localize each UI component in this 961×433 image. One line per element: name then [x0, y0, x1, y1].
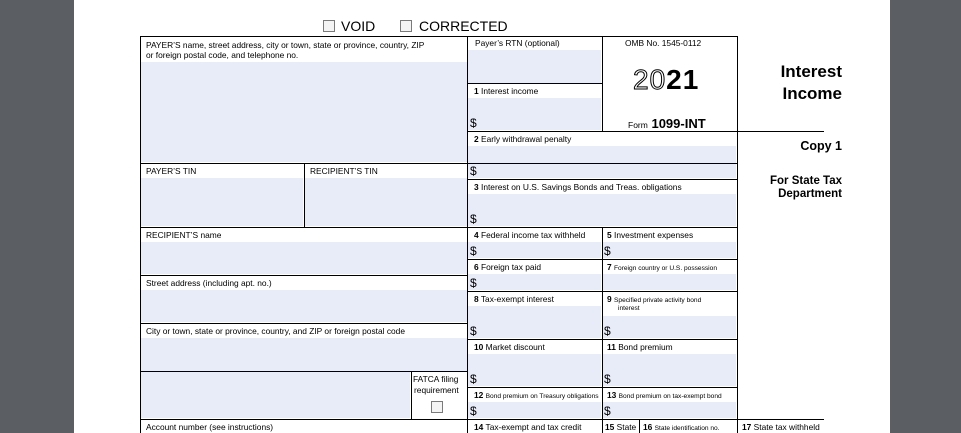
box10-label: 10 Market discount	[474, 342, 545, 352]
box10-field[interactable]	[468, 354, 601, 386]
box8-label: 8 Tax-exempt interest	[474, 294, 554, 304]
box11-label: 11 Bond premium	[607, 342, 673, 352]
recipient-tin-label: RECIPIENT’S TIN	[310, 166, 378, 176]
box5-dollar: $	[604, 244, 611, 258]
copy-label: Copy 1	[800, 139, 842, 153]
box8-field[interactable]	[468, 306, 601, 338]
payer-rtn-field[interactable]	[468, 50, 601, 83]
street-field[interactable]	[141, 290, 467, 322]
box6-dollar: $	[470, 276, 477, 290]
fatca-label-cont: requirement	[414, 385, 459, 395]
box10-dollar: $	[470, 372, 477, 386]
box12-field[interactable]	[468, 402, 601, 418]
box11-field[interactable]	[603, 354, 736, 386]
corrected-checkbox[interactable]	[400, 20, 412, 32]
payer-name-label: PAYER’S name, street address, city or town, state or province, country, ZIP	[146, 40, 425, 50]
box8-dollar: $	[470, 324, 477, 338]
box2-field[interactable]	[468, 146, 736, 178]
void-checkbox[interactable]	[323, 20, 335, 32]
payer-tin-field[interactable]	[141, 178, 303, 226]
box13-label: 13 Bond premium on tax-exempt bond	[607, 390, 722, 400]
payer-tin-label: PAYER’S TIN	[146, 166, 197, 176]
city-field[interactable]	[141, 338, 467, 372]
box7-field[interactable]	[603, 274, 736, 290]
form-page	[74, 0, 890, 433]
box9-label: 9 Specified private activity bond	[607, 294, 702, 304]
void-label: VOID	[341, 18, 376, 34]
city-label: City or town, state or province, country, and ZIP or foreign postal code	[146, 326, 405, 336]
box9-dollar: $	[604, 324, 611, 338]
corrected-label: CORRECTED	[419, 18, 508, 34]
box5-field[interactable]	[603, 242, 736, 258]
box1-field[interactable]	[468, 98, 601, 130]
recipient-name-label: RECIPIENT’S name	[146, 230, 222, 240]
box6-field[interactable]	[468, 274, 601, 290]
box2-dollar: $	[470, 164, 477, 178]
box6-label: 6 Foreign tax paid	[474, 262, 542, 272]
box16-label: 16 State identification no.	[643, 422, 720, 432]
box15-label: 15 State	[605, 422, 637, 432]
form-number: Form 1099-INT	[628, 116, 706, 131]
fatca-checkbox[interactable]	[431, 401, 443, 413]
box1-dollar: $	[470, 116, 477, 130]
recipient-name-field[interactable]	[141, 242, 467, 274]
box9-label-cont: interest	[618, 305, 640, 312]
box11-dollar: $	[604, 372, 611, 386]
box3-label: 3 Interest on U.S. Savings Bonds and Treas. obligations	[474, 182, 682, 192]
form-title: Interest Income	[780, 62, 842, 103]
box13-field[interactable]	[603, 402, 736, 418]
street-label: Street address (including apt. no.)	[146, 278, 272, 288]
box1-label: 1 Interest income	[474, 86, 539, 96]
box4-dollar: $	[470, 244, 477, 258]
payer-name-label-cont: or foreign postal code, and telephone no.	[146, 50, 299, 60]
fatca-label: FATCA filing	[413, 374, 459, 384]
box4-field[interactable]	[468, 242, 601, 258]
blank-field[interactable]	[141, 372, 410, 418]
box2-label: 2 Early withdrawal penalty	[474, 134, 572, 144]
payer-name-field[interactable]	[141, 62, 467, 162]
box12-dollar: $	[470, 404, 477, 418]
omb-number: OMB No. 1545-0112	[625, 38, 702, 48]
payer-rtn-label: Payer’s RTN (optional)	[475, 38, 560, 48]
box14-label: 14 Tax-exempt and tax credit	[474, 422, 582, 432]
account-number-label: Account number (see instructions)	[146, 422, 274, 432]
recipient-tin-field[interactable]	[305, 178, 467, 226]
tax-year: 2021	[633, 64, 700, 95]
box12-label: 12 Bond premium on Treasury obligations	[474, 390, 599, 400]
box5-label: 5 Investment expenses	[607, 230, 694, 240]
box7-label: 7 Foreign country or U.S. possession	[607, 262, 717, 272]
box3-dollar: $	[470, 212, 477, 226]
box17-label: 17 State tax withheld	[742, 422, 820, 432]
box3-field[interactable]	[468, 194, 736, 226]
box4-label: 4 Federal income tax withheld	[474, 230, 586, 240]
box9-field[interactable]	[603, 316, 736, 338]
box13-dollar: $	[604, 404, 611, 418]
copy-description: For State Tax Department	[770, 175, 842, 200]
